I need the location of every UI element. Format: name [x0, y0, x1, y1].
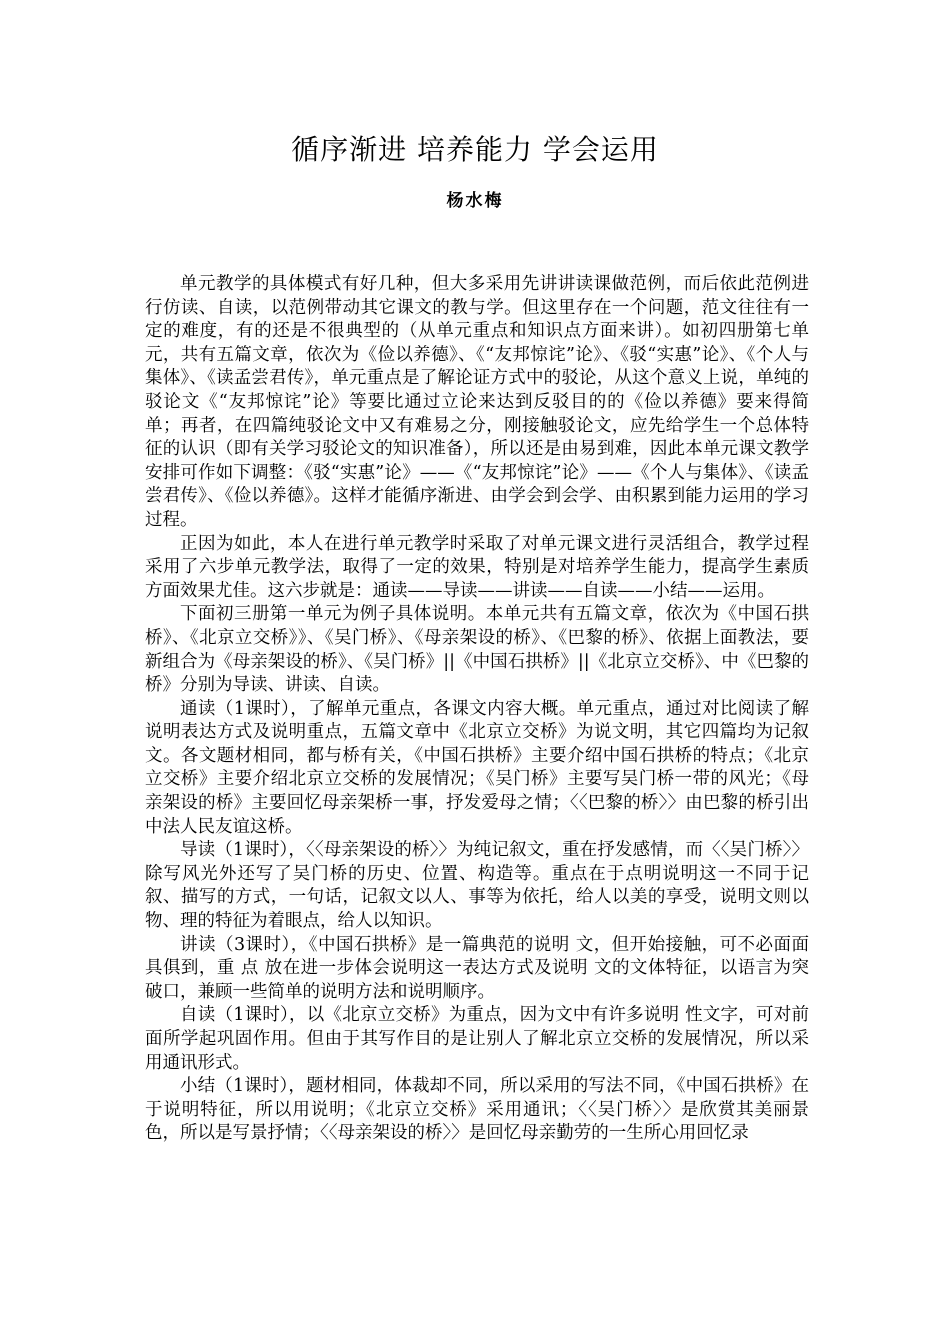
paragraph-six-steps: 正因为如此，本人在进行单元教学时采取了对单元课文进行灵活组合，教学过程采用了六步单元教学法，取得了一定的效果，特别是对培养学生能力，提高学生素质方面效果尤佳。这六步就是：通读——导读——讲读——自读——小结——运用。 [145, 533, 809, 601]
document-title: 循序渐进 培养能力 学会运用 [291, 133, 659, 166]
paragraph-xiaojie: 小结（1课时），题材相同，体裁却不同，所以采用的写法不同，《中国石拱桥》在于说明特征，所以用说明；《北京立交桥》采用通讯；〈〈吴门桥〉〉是欣赏其美丽景色，所以是写景抒情；〈〈母亲架设的桥〉〉是回忆母亲勤劳的一生所心用回忆录 [145, 1076, 809, 1144]
paragraph-zidu: 自读（1课时），以《北京立交桥》为重点，因为文中有许多说明 性文字，可对前面所学起巩固作用。但由于其写作目的是让别人了解北京立交桥的发展情况，所以采用通讯形式。 [145, 1005, 809, 1073]
paragraph-jiangdu: 讲读（3课时），《中国石拱桥》是一篇典范的说明 文，但开始接触，可不必面面具俱到，重 点 放在进一步体会说明这一表达方式及说明 文的文体特征，以语言为突破口，兼顾一些简单的说明方法和说明顺序。 [145, 934, 809, 1002]
author-name: 杨水梅 [446, 191, 504, 211]
paragraph-example: 下面初三册第一单元为例子具体说明。本单元共有五篇文章，依次为《中国石拱桥》、《北京立交桥》》、《吴门桥》、《母亲架设的桥》、《巴黎的桥》、依据上面教法，要新组合为《母亲架设的桥》、《吴门桥》||《中国石拱桥》||《北京立交桥》、中《巴黎的桥》分别为导读、讲读、自读。 [145, 604, 809, 696]
paragraph-daodu: 导读（1课时），〈〈母亲架设的桥〉〉为纯记叙文，重在抒发感情，而〈〈吴门桥〉〉除写风光外还写了吴门桥的历史、位置、构造等。重点在于点明说明这一不同于记叙、描写的方式，一句话，记叙文以人、事等为依托，给人以美的享受，说明文则以物、理的特征为着眼点，给人以知识。 [145, 840, 809, 932]
paragraph-intro: 单元教学的具体模式有好几种，但大多采用先讲讲读课做范例，而后依此范例进行仿读、自读，以范例带动其它课文的教与学。但这里存在一个问题，范文往往有一定的难度，有的还是不很典型的（从单元重点和知识点方面来讲）。如初四册第七单元，共有五篇文章，依次为《俭以养德》、《“友邦惊诧”论》、《驳“实惠”论》、《个人与集体》、《读孟尝君传》，单元重点是了解论证方式中的驳论，从这个意义上说，单纯的驳论文《“友邦惊诧”论》等要比通过立论来达到反驳目的的《俭以养德》要来得简单；再者，在四篇纯驳论文中又有难易之分，刚接触驳论文，应先给学生一个总体特征的认识（即有关学习驳论文的知识准备），所以还是由易到难，因此本单元课文教学安排可作如下调整：《驳“实惠”论》——《“友邦惊诧”论》——《个人与集体》、《读孟尝君传》、《俭以养德》。这样才能循序渐进、由学会到会学、由积累到能力运用的学习过程。 [145, 274, 809, 530]
body-text [145, 273, 809, 1146]
paragraph-tongdu: 通读（1课时），了解单元重点，各课文内容大概。单元重点，通过对比阅读了解说明表达方式及说明重点，五篇文章中《北京立交桥》为说文明，其它四篇均为记叙文。各文题材相同，都与桥有关，《中国石拱桥》主要介绍中国石拱桥的特点；《北京立交桥》主要介绍北京立交桥的发展情况；《吴门桥》主要写吴门桥一带的风光；《母亲架设的桥》主要回忆母亲架桥一事，抒发爱母之情；〈〈巴黎的桥〉〉由巴黎的桥引出中法人民友谊这桥。 [145, 698, 809, 837]
